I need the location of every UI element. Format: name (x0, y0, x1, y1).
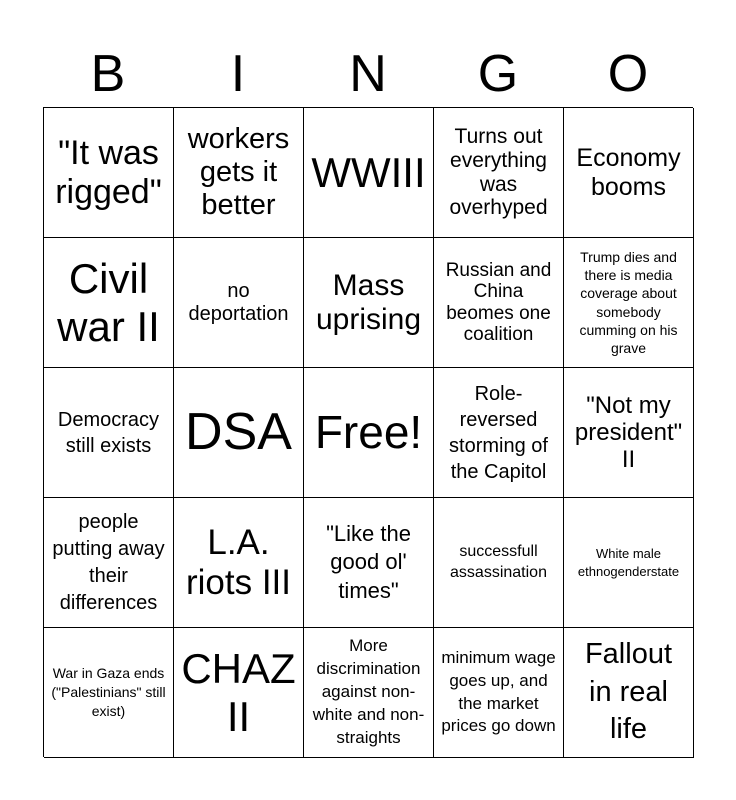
header-letter-o: O (607, 45, 649, 103)
cell-text: workers gets it better (187, 123, 290, 221)
bingo-cell[interactable] (304, 498, 434, 628)
bingo-cell[interactable] (564, 238, 694, 368)
bingo-cell[interactable] (44, 628, 174, 758)
cell-text: Role-reversed storming of the Capitol (449, 382, 548, 483)
cell-text: Turns out everything was overhyped (449, 125, 548, 220)
bingo-cell[interactable] (174, 368, 304, 498)
bingo-cell[interactable] (174, 108, 304, 238)
cell-text: successfull assassination (450, 542, 547, 581)
free-space: Free! (314, 405, 423, 458)
header-letter-g: G (477, 45, 519, 103)
bingo-cell[interactable] (174, 628, 304, 758)
cell-text: Democracy still exists (57, 408, 160, 457)
bingo-grid (43, 107, 693, 757)
bingo-cell[interactable] (564, 368, 694, 498)
cell-text: Trump dies and there is media coverage about somebody cumming on his grave (579, 248, 678, 356)
bingo-cell[interactable] (44, 368, 174, 498)
bingo-cell[interactable] (434, 238, 564, 368)
cell-text: "Like the good ol' times" (326, 521, 411, 603)
cell-text: no deportation (188, 279, 289, 325)
header-letter-b: B (90, 45, 126, 103)
bingo-cell[interactable] (434, 108, 564, 238)
bingo-cell[interactable] (564, 628, 694, 758)
cell-text: people putting away their differences (52, 510, 165, 614)
cell-text: "It was rigged" (55, 134, 162, 211)
cell-text: "Not my president" II (574, 391, 683, 474)
bingo-cell[interactable] (304, 368, 434, 498)
bingo-cell[interactable] (304, 628, 434, 758)
cell-text: CHAZ II (181, 645, 296, 740)
cell-text: WWIII (311, 148, 426, 196)
bingo-cell[interactable] (304, 108, 434, 238)
cell-text: minimum wage goes up, and the market prices go down (441, 648, 556, 736)
bingo-cell[interactable] (44, 108, 174, 238)
cell-text: L.A. riots III (185, 522, 292, 602)
cell-text: White male ethnogenderstate (577, 545, 680, 579)
cell-text: Russian and China beomes one coalition (445, 259, 552, 345)
header-letter-i: I (230, 45, 246, 103)
cell-text: Mass uprising (315, 268, 422, 336)
bingo-cell[interactable] (564, 108, 694, 238)
bingo-cell[interactable] (434, 498, 564, 628)
cell-text: Civil war II (57, 255, 160, 350)
bingo-cell[interactable] (44, 238, 174, 368)
cell-text: Economy booms (576, 144, 681, 201)
cell-text: DSA (185, 403, 292, 462)
bingo-cell[interactable] (174, 498, 304, 628)
cell-text: War in Gaza ends ("Palestinians" still exist) (51, 664, 166, 720)
bingo-cell[interactable] (174, 238, 304, 368)
bingo-cell[interactable] (434, 628, 564, 758)
bingo-cell[interactable] (434, 368, 564, 498)
bingo-cell[interactable] (44, 498, 174, 628)
cell-text: More discrimination against non-white and non-straights (312, 636, 425, 747)
header-letter-n: N (349, 45, 387, 103)
cell-text: Fallout in real life (584, 637, 673, 746)
bingo-cell[interactable] (304, 238, 434, 368)
bingo-header (43, 40, 693, 108)
bingo-cell[interactable] (564, 498, 694, 628)
